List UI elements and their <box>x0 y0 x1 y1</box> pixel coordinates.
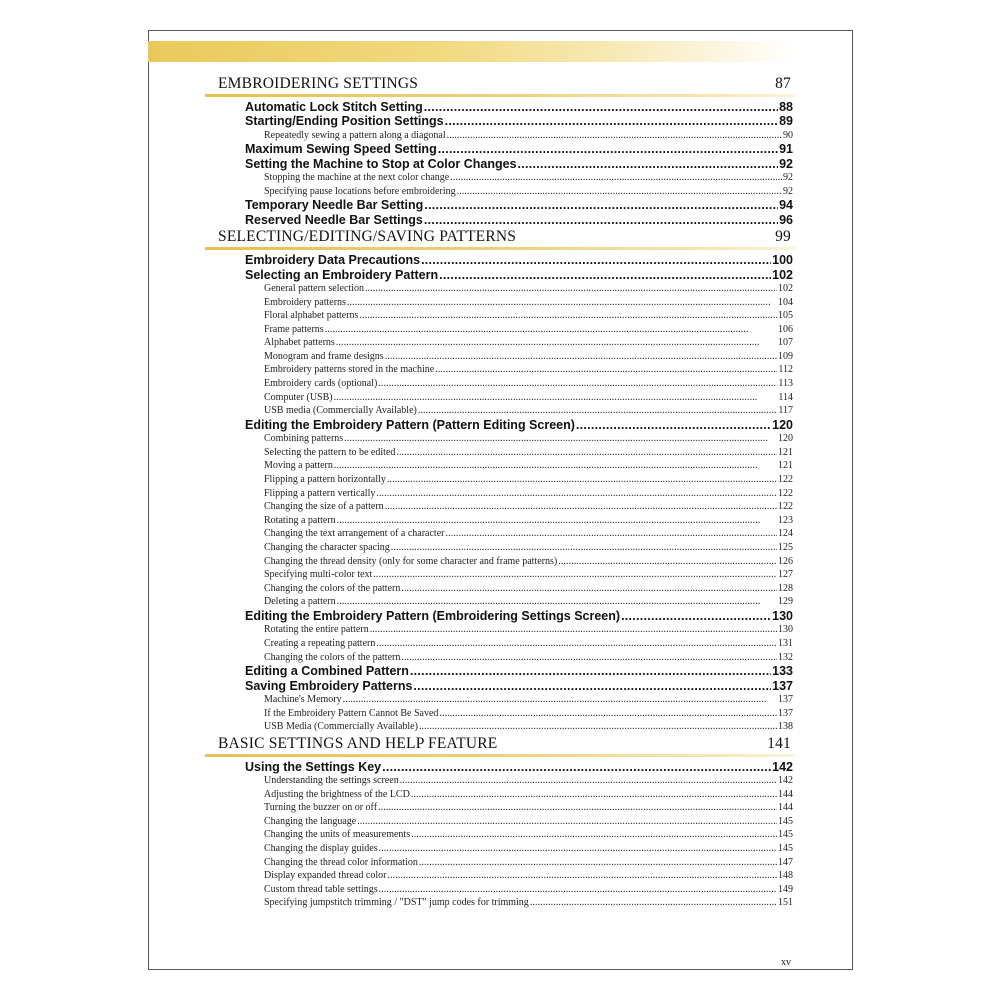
dot-leader <box>424 198 778 212</box>
toc-subentry <box>205 404 795 418</box>
dot-leader <box>379 883 777 897</box>
section-heading <box>205 227 795 246</box>
entry-page-number: 107 <box>778 337 793 349</box>
toc-entry <box>205 760 795 774</box>
entry-title: If the Embroidery Pattern Cannot Be Saved <box>264 707 439 719</box>
toc-subentry <box>205 788 795 802</box>
toc-subentry <box>205 350 795 364</box>
toc-subentry <box>205 842 795 856</box>
dot-leader <box>435 363 777 377</box>
entry-page-number: 112 <box>778 364 793 376</box>
dot-leader <box>445 527 777 541</box>
section-divider <box>205 754 795 757</box>
section-page-number: 99 <box>775 228 791 246</box>
entry-page-number: 125 <box>778 541 793 553</box>
toc-subentry <box>205 296 795 310</box>
dot-leader <box>334 459 777 473</box>
section-divider <box>205 94 795 97</box>
dot-leader <box>334 391 778 405</box>
toc-entry <box>205 157 795 171</box>
dot-leader <box>387 869 777 883</box>
toc-subentry <box>205 774 795 788</box>
entry-page-number: 130 <box>778 624 793 636</box>
entry-page-number: 94 <box>779 198 793 213</box>
entry-title: General pattern selection <box>264 282 364 294</box>
entry-title: Using the Settings Key <box>245 759 382 774</box>
toc-subentry <box>205 883 795 897</box>
dot-leader <box>439 268 771 282</box>
section-heading <box>205 734 795 753</box>
entry-title: Floral alphabet patterns <box>264 310 359 322</box>
toc-subentry <box>205 363 795 377</box>
entry-page-number: 126 <box>778 555 793 567</box>
entry-title: Changing the colors of the pattern <box>264 651 401 663</box>
toc-section <box>205 734 795 910</box>
dot-leader <box>337 595 777 609</box>
section-divider <box>205 247 795 250</box>
toc-subentry <box>205 377 795 391</box>
dot-leader <box>373 568 777 582</box>
dot-leader <box>344 432 777 446</box>
dot-leader <box>621 609 771 623</box>
dot-leader <box>379 842 777 856</box>
dot-leader <box>450 171 782 185</box>
dot-leader <box>445 114 778 128</box>
dot-leader <box>370 623 777 637</box>
entry-title: Rotating the entire pattern <box>264 624 369 636</box>
toc-subentry <box>205 801 795 815</box>
dot-leader <box>378 801 777 815</box>
dot-leader <box>411 788 777 802</box>
dot-leader <box>438 142 778 156</box>
toc-entry <box>205 679 795 693</box>
entry-title: Custom thread table settings <box>264 883 378 895</box>
dot-leader <box>421 253 771 267</box>
toc-section <box>205 74 795 227</box>
toc-subentry <box>205 514 795 528</box>
entry-title: Repeatedly sewing a pattern along a diagonal <box>264 129 446 141</box>
toc-subentry <box>205 828 795 842</box>
entry-page-number: 121 <box>778 446 793 458</box>
dot-leader <box>385 500 777 514</box>
entry-title: Embroidery patterns stored in the machine <box>264 364 435 376</box>
dot-leader <box>410 664 771 678</box>
dot-leader <box>337 514 777 528</box>
entry-page-number: 130 <box>772 608 793 623</box>
entry-title: Frame patterns <box>264 323 324 335</box>
entry-title: Setting the Machine to Stop at Color Changes <box>245 156 517 171</box>
toc-entry <box>205 609 795 623</box>
entry-page-number: 127 <box>778 569 793 581</box>
dot-leader <box>419 856 777 870</box>
entry-page-number: 123 <box>778 514 793 526</box>
dot-leader <box>387 473 777 487</box>
toc-entry <box>205 268 795 282</box>
toc-subentry <box>205 459 795 473</box>
entry-page-number: 122 <box>778 474 793 486</box>
entry-page-number: 137 <box>778 707 793 719</box>
entry-title: Creating a repeating pattern <box>264 637 376 649</box>
dot-leader <box>325 323 777 337</box>
entry-page-number: 131 <box>778 637 793 649</box>
entry-title: Alphabet patterns <box>264 337 335 349</box>
section-page-number: 141 <box>767 734 791 752</box>
dot-leader <box>576 418 771 432</box>
toc-entry <box>205 100 795 114</box>
toc-entry <box>205 418 795 432</box>
entry-page-number: 133 <box>772 664 793 679</box>
page-folio: xv <box>781 957 791 968</box>
entry-title: Display expanded thread color <box>264 870 387 882</box>
entry-page-number: 124 <box>778 528 793 540</box>
dot-leader <box>357 815 777 829</box>
toc-subentry <box>205 527 795 541</box>
dot-leader <box>413 679 771 693</box>
toc-subentry <box>205 282 795 296</box>
dot-leader <box>418 404 778 418</box>
toc-subentry <box>205 693 795 707</box>
entry-title: Starting/Ending Position Settings <box>245 114 444 129</box>
dot-leader <box>347 296 777 310</box>
toc-subentry <box>205 896 795 910</box>
entry-title: Selecting an Embroidery Pattern <box>245 267 439 282</box>
entry-title: Changing the colors of the pattern <box>264 582 401 594</box>
dot-leader <box>419 720 777 734</box>
toc-entry <box>205 198 795 212</box>
toc-entry <box>205 253 795 267</box>
dot-leader <box>424 213 778 227</box>
dot-leader <box>439 707 777 721</box>
toc-subentry <box>205 171 795 185</box>
entry-page-number: 90 <box>783 129 793 141</box>
entry-page-number: 92 <box>783 172 793 184</box>
entry-title: Embroidery patterns <box>264 296 346 308</box>
dot-leader <box>382 760 771 774</box>
toc-entry <box>205 664 795 678</box>
entry-page-number: 105 <box>778 310 793 322</box>
entry-page-number: 109 <box>778 350 793 362</box>
entry-title: Deleting a pattern <box>264 596 336 608</box>
entry-title: Changing the language <box>264 815 357 827</box>
toc-subentry <box>205 129 795 143</box>
toc-subentry <box>205 582 795 596</box>
toc-subentry <box>205 541 795 555</box>
entry-page-number: 104 <box>778 296 793 308</box>
toc-subentry <box>205 391 795 405</box>
entry-title: USB Media (Commercially Available) <box>264 721 418 733</box>
entry-title: Changing the character spacing <box>264 541 390 553</box>
toc-subentry <box>205 869 795 883</box>
toc-subentry <box>205 446 795 460</box>
toc-subentry <box>205 595 795 609</box>
toc-subentry <box>205 623 795 637</box>
entry-page-number: 142 <box>778 775 793 787</box>
entry-page-number: 120 <box>778 433 793 445</box>
entry-title: Changing the units of measurements <box>264 829 411 841</box>
dot-leader <box>359 309 777 323</box>
section-title: BASIC SETTINGS AND HELP FEATURE <box>218 734 498 752</box>
toc-subentry <box>205 309 795 323</box>
dot-leader <box>457 185 782 199</box>
entry-page-number: 151 <box>778 897 793 909</box>
section-title: SELECTING/EDITING/SAVING PATTERNS <box>218 228 517 246</box>
dot-leader <box>376 637 777 651</box>
toc-subentry <box>205 720 795 734</box>
dot-leader <box>401 651 777 665</box>
entry-title: Rotating a pattern <box>264 514 336 526</box>
dot-leader <box>400 774 777 788</box>
entry-title: Specifying jumpstitch trimming / "DST" jump codes for trimming <box>264 897 529 909</box>
dot-leader <box>518 157 779 171</box>
section-title: EMBROIDERING SETTINGS <box>218 75 419 92</box>
entry-title: Stopping the machine at the next color change <box>264 172 450 184</box>
entry-title: Flipping a pattern horizontally <box>264 474 386 486</box>
toc-subentry <box>205 473 795 487</box>
toc-subentry <box>205 815 795 829</box>
entry-title: Combining patterns <box>264 433 344 445</box>
entry-page-number: 106 <box>778 323 793 335</box>
entry-page-number: 144 <box>778 788 793 800</box>
entry-page-number: 145 <box>778 815 793 827</box>
dot-leader <box>411 828 777 842</box>
entry-title: Embroidery cards (optional) <box>264 378 378 390</box>
entry-title: Specifying multi-color text <box>264 569 373 581</box>
entry-page-number: 144 <box>778 802 793 814</box>
entry-page-number: 88 <box>779 100 793 114</box>
section-page-number: 87 <box>775 75 791 92</box>
entry-title: Moving a pattern <box>264 460 333 472</box>
entry-page-number: 142 <box>772 759 793 774</box>
dot-leader <box>336 336 777 350</box>
dot-leader <box>385 350 777 364</box>
entry-title: Machine's Memory <box>264 693 342 705</box>
dot-leader <box>378 377 777 391</box>
entry-title: Selecting the pattern to be edited <box>264 446 396 458</box>
entry-page-number: 92 <box>779 156 793 171</box>
toc-subentry <box>205 336 795 350</box>
entry-page-number: 137 <box>778 693 793 705</box>
toc-subentry <box>205 500 795 514</box>
entry-page-number: 129 <box>778 596 793 608</box>
toc-subentry <box>205 555 795 569</box>
section-heading <box>205 74 795 93</box>
entry-title: Reserved Needle Bar Settings <box>245 212 423 227</box>
entry-page-number: 91 <box>779 142 793 157</box>
toc-subentry <box>205 487 795 501</box>
entry-title: Saving Embroidery Patterns <box>245 678 413 693</box>
dot-leader <box>447 129 782 143</box>
dot-leader <box>365 282 777 296</box>
entry-title: Computer (USB) <box>264 391 333 403</box>
entry-page-number: 147 <box>778 856 793 868</box>
entry-title: Changing the thread density (only for some character and frame patterns) <box>264 555 558 567</box>
entry-title: Editing the Embroidery Pattern (Embroidering Settings Screen) <box>245 608 621 623</box>
entry-title: Specifying pause locations before embroidering <box>264 185 456 197</box>
entry-page-number: 96 <box>779 212 793 227</box>
dot-leader <box>530 896 777 910</box>
entry-title: Changing the display guides <box>264 843 378 855</box>
toc-entry <box>205 142 795 156</box>
toc-subentry <box>205 707 795 721</box>
entry-page-number: 145 <box>778 843 793 855</box>
entry-title: Editing the Embroidery Pattern (Pattern Editing Screen) <box>245 417 575 432</box>
entry-title: Turning the buzzer on or off <box>264 802 378 814</box>
entry-page-number: 149 <box>778 883 793 895</box>
entry-title: Temporary Needle Bar Setting <box>245 198 424 213</box>
toc-subentry <box>205 185 795 199</box>
dot-leader <box>401 582 777 596</box>
entry-title: Adjusting the brightness of the LCD <box>264 788 410 800</box>
entry-page-number: 117 <box>778 405 793 417</box>
entry-page-number: 137 <box>772 678 793 693</box>
entry-page-number: 145 <box>778 829 793 841</box>
entry-title: Changing the size of a pattern <box>264 501 384 513</box>
entry-title: Automatic Lock Stitch Setting <box>245 100 423 114</box>
entry-page-number: 92 <box>783 185 793 197</box>
entry-page-number: 100 <box>772 253 793 268</box>
dot-leader <box>376 487 777 501</box>
toc-subentry <box>205 432 795 446</box>
entry-title: Maximum Sewing Speed Setting <box>245 142 437 157</box>
toc-subentry <box>205 323 795 337</box>
entry-title: Editing a Combined Pattern <box>245 664 409 679</box>
table-of-contents <box>205 74 795 910</box>
entry-title: Monogram and frame designs <box>264 350 384 362</box>
dot-leader <box>391 541 777 555</box>
entry-page-number: 122 <box>778 501 793 513</box>
dot-leader <box>396 446 777 460</box>
entry-title: Understanding the settings screen <box>264 775 399 787</box>
toc-subentry <box>205 651 795 665</box>
entry-page-number: 102 <box>772 267 793 282</box>
entry-title: Flipping a pattern vertically <box>264 487 376 499</box>
entry-page-number: 148 <box>778 870 793 882</box>
entry-page-number: 132 <box>778 651 793 663</box>
entry-title: USB media (Commercially Available) <box>264 405 417 417</box>
dot-leader <box>343 693 777 707</box>
entry-page-number: 138 <box>778 721 793 733</box>
header-decoration-band <box>148 41 796 62</box>
entry-page-number: 114 <box>778 391 793 403</box>
toc-entry <box>205 114 795 128</box>
entry-page-number: 122 <box>778 487 793 499</box>
dot-leader <box>558 555 777 569</box>
entry-title: Changing the thread color information <box>264 856 418 868</box>
entry-page-number: 89 <box>779 114 793 129</box>
entry-page-number: 120 <box>772 417 793 432</box>
entry-page-number: 102 <box>778 282 793 294</box>
entry-title: Embroidery Data Precautions <box>245 253 421 268</box>
entry-title: Changing the text arrangement of a character <box>264 528 445 540</box>
toc-subentry <box>205 637 795 651</box>
entry-page-number: 121 <box>778 460 793 472</box>
dot-leader <box>424 100 778 114</box>
entry-page-number: 128 <box>778 582 793 594</box>
entry-page-number: 113 <box>778 378 793 390</box>
toc-section <box>205 227 795 734</box>
toc-subentry <box>205 568 795 582</box>
toc-subentry <box>205 856 795 870</box>
toc-entry <box>205 213 795 227</box>
